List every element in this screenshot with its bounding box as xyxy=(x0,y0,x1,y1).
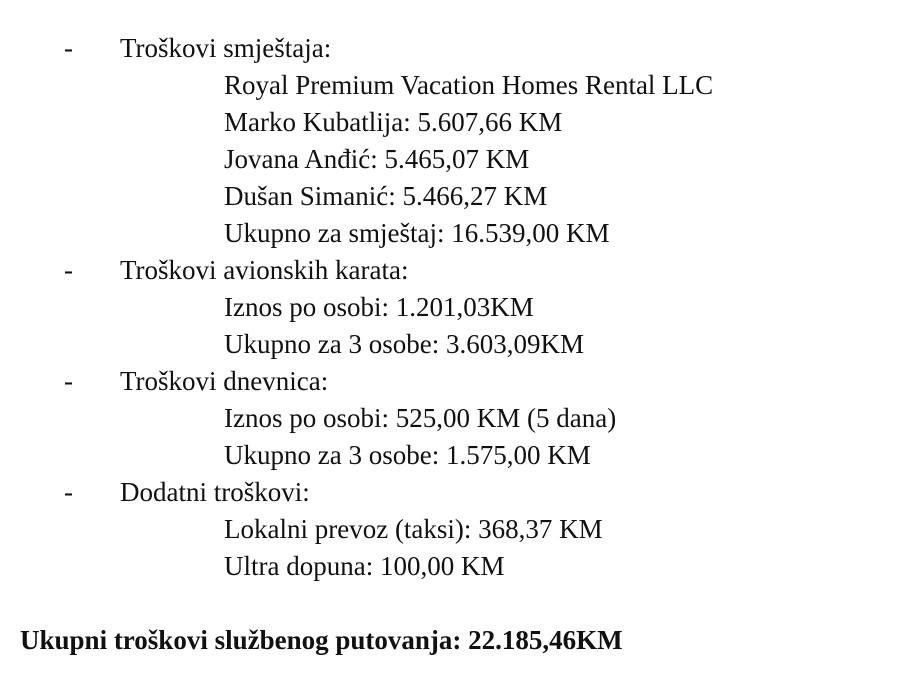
bullet-dash: - xyxy=(64,33,73,63)
bullet-dash: - xyxy=(64,477,73,507)
grand-total: Ukupni troškovi službenog putovanja: 22.185,46KM xyxy=(20,625,623,655)
section-heading: Dodatni troškovi: xyxy=(120,477,310,507)
section-heading: Troškovi avionskih karata: xyxy=(120,255,409,285)
line-item: Ukupno za 3 osobe: 1.575,00 KM xyxy=(224,440,591,470)
line-item: Royal Premium Vacation Homes Rental LLC xyxy=(224,70,714,100)
section-lines xyxy=(224,400,616,474)
line-item: Ultra dopuna: 100,00 KM xyxy=(224,551,505,581)
line-item: Iznos po osobi: 525,00 KM (5 dana) xyxy=(224,403,617,433)
section-heading: Troškovi smještaja: xyxy=(120,33,332,63)
bullet-dash: - xyxy=(64,255,73,285)
section-lines xyxy=(224,67,713,252)
line-item: Iznos po osobi: 1.201,03KM xyxy=(224,292,534,322)
section-lines xyxy=(224,511,603,585)
line-item: Ukupno za 3 osobe: 3.603,09KM xyxy=(224,329,584,359)
line-item: Ukupno za smještaj: 16.539,00 KM xyxy=(224,218,610,248)
line-item: Lokalni prevoz (taksi): 368,37 KM xyxy=(224,514,603,544)
section-heading: Troškovi dnevnica: xyxy=(120,366,329,396)
bullet-dash: - xyxy=(64,366,73,396)
line-item: Marko Kubatlija: 5.607,66 KM xyxy=(224,107,563,137)
section-lines xyxy=(224,289,584,363)
line-item: Jovana Anđić: 5.465,07 KM xyxy=(224,144,530,174)
line-item: Dušan Simanić: 5.466,27 KM xyxy=(224,181,548,211)
